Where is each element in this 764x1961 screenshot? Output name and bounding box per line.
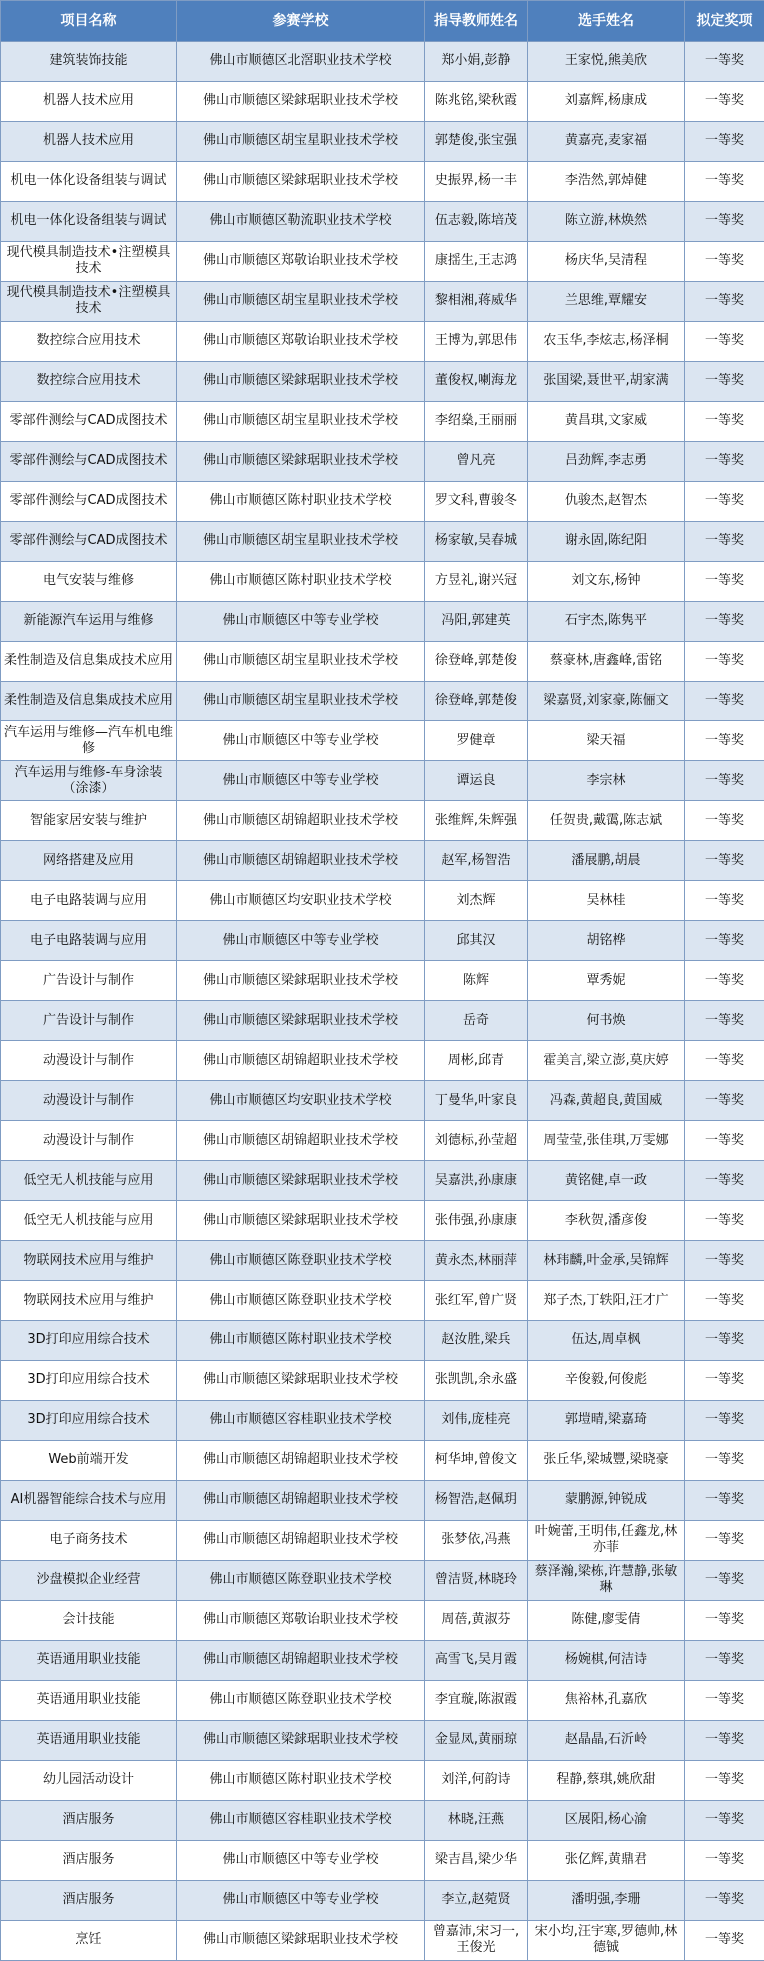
table-row [1,481,764,521]
cell-contestant: 陈健,廖雯倩 [528,1600,685,1640]
cell-award: 一等奖 [685,1800,764,1840]
cell-teacher: 方昱礼,谢兴冠 [425,561,528,601]
cell-contestant: 周莹莹,张佳琪,万雯娜 [528,1121,685,1161]
cell-contestant: 区展阳,杨心渝 [528,1800,685,1840]
cell-project: 电子电路装调与应用 [1,881,177,921]
cell-teacher: 王博为,郭思伟 [425,321,528,361]
cell-contestant: 伍达,周卓枫 [528,1321,685,1361]
cell-school: 佛山市顺德区梁銶琚职业技术学校 [177,1720,425,1760]
table-row [1,121,764,161]
cell-project: 柔性制造及信息集成技术应用 [1,681,177,721]
cell-award: 一等奖 [685,1640,764,1680]
table-row [1,441,764,481]
table-row [1,841,764,881]
cell-contestant: 冯森,黄超良,黄国威 [528,1081,685,1121]
table-row [1,1480,764,1520]
table-row [1,1520,764,1560]
cell-project: 动漫设计与制作 [1,1121,177,1161]
cell-school: 佛山市顺德区胡锦超职业技术学校 [177,1640,425,1680]
cell-award: 一等奖 [685,1520,764,1560]
cell-project: 零部件测绘与CAD成图技术 [1,441,177,481]
cell-award: 一等奖 [685,121,764,161]
cell-project: 智能家居安装与维护 [1,801,177,841]
cell-contestant: 覃秀妮 [528,961,685,1001]
cell-teacher: 康揺生,王志鸿 [425,241,528,281]
cell-award: 一等奖 [685,361,764,401]
cell-teacher: 罗健章 [425,721,528,761]
cell-contestant: 胡铭桦 [528,921,685,961]
cell-award: 一等奖 [685,81,764,121]
cell-award: 一等奖 [685,281,764,321]
cell-school: 佛山市顺德区陈登职业技术学校 [177,1680,425,1720]
table-row [1,561,764,601]
cell-school: 佛山市顺德区胡锦超职业技术学校 [177,1440,425,1480]
table-row [1,921,764,961]
cell-teacher: 岳奇 [425,1001,528,1041]
cell-teacher: 郑小娟,彭静 [425,42,528,82]
table-row [1,1041,764,1081]
cell-teacher: 刘德标,孙莹超 [425,1121,528,1161]
cell-project: 机电一体化设备组装与调试 [1,161,177,201]
cell-school: 佛山市顺德区胡锦超职业技术学校 [177,841,425,881]
cell-school: 佛山市顺德区中等专业学校 [177,721,425,761]
cell-award: 一等奖 [685,161,764,201]
table-row [1,42,764,82]
table-row [1,1920,764,1960]
cell-project: 数控综合应用技术 [1,321,177,361]
table-row [1,161,764,201]
cell-award: 一等奖 [685,321,764,361]
table-row [1,1760,764,1800]
cell-project: 零部件测绘与CAD成图技术 [1,481,177,521]
cell-contestant: 郑子杰,丁轶阳,汪才广 [528,1281,685,1321]
cell-contestant: 霍美言,梁立澎,莫庆婷 [528,1041,685,1081]
cell-school: 佛山市顺德区容桂职业技术学校 [177,1400,425,1440]
cell-project: 电子商务技术 [1,1520,177,1560]
cell-teacher: 赵军,杨智浩 [425,841,528,881]
table-row [1,961,764,1001]
table-row [1,201,764,241]
cell-school: 佛山市顺德区郑敬诒职业技术学校 [177,241,425,281]
cell-contestant: 何书焕 [528,1001,685,1041]
cell-school: 佛山市顺德区郑敬诒职业技术学校 [177,1600,425,1640]
cell-contestant: 赵晶晶,石沂岭 [528,1720,685,1760]
header-project: 项目名称 [1,1,177,42]
cell-award: 一等奖 [685,921,764,961]
cell-contestant: 杨庆华,吴清程 [528,241,685,281]
cell-award: 一等奖 [685,1440,764,1480]
cell-project: 物联网技术应用与维护 [1,1281,177,1321]
cell-school: 佛山市顺德区梁銶琚职业技术学校 [177,1001,425,1041]
cell-contestant: 辛俊毅,何俊彪 [528,1360,685,1400]
cell-award: 一等奖 [685,1880,764,1920]
table-row [1,1680,764,1720]
cell-award: 一等奖 [685,1121,764,1161]
table-row [1,1720,764,1760]
cell-contestant: 林玮麟,叶金承,吴锦辉 [528,1241,685,1281]
cell-award: 一等奖 [685,1480,764,1520]
table-row [1,1081,764,1121]
cell-contestant: 刘文东,杨钟 [528,561,685,601]
cell-school: 佛山市顺德区中等专业学校 [177,921,425,961]
cell-school: 佛山市顺德区胡宝星职业技术学校 [177,121,425,161]
table-row [1,1800,764,1840]
cell-school: 佛山市顺德区胡宝星职业技术学校 [177,281,425,321]
cell-project: 动漫设计与制作 [1,1041,177,1081]
cell-project: 机器人技术应用 [1,121,177,161]
cell-award: 一等奖 [685,961,764,1001]
cell-contestant: 王家悦,熊美欣 [528,42,685,82]
table-row [1,1560,764,1600]
cell-teacher: 张维辉,朱辉强 [425,801,528,841]
cell-award: 一等奖 [685,241,764,281]
cell-project: 零部件测绘与CAD成图技术 [1,521,177,561]
cell-school: 佛山市顺德区梁銶琚职业技术学校 [177,1201,425,1241]
table-row [1,241,764,281]
cell-contestant: 杨婉棋,何洁诗 [528,1640,685,1680]
cell-contestant: 潘展鹏,胡晨 [528,841,685,881]
cell-school: 佛山市顺德区陈村职业技术学校 [177,1321,425,1361]
cell-school: 佛山市顺德区胡宝星职业技术学校 [177,401,425,441]
cell-contestant: 张亿辉,黄鼎君 [528,1840,685,1880]
cell-award: 一等奖 [685,1920,764,1960]
cell-contestant: 吴林桂 [528,881,685,921]
cell-project: 烹饪 [1,1920,177,1960]
cell-contestant: 程静,蔡琪,姚欣甜 [528,1760,685,1800]
cell-project: 电子电路装调与应用 [1,921,177,961]
table-row [1,1281,764,1321]
cell-teacher: 董俊权,喇海龙 [425,361,528,401]
table-body [1,42,764,1961]
cell-school: 佛山市顺德区胡锦超职业技术学校 [177,1480,425,1520]
cell-project: 汽车运用与维修-车身涂装（涂漆） [1,761,177,801]
cell-school: 佛山市顺德区勒流职业技术学校 [177,201,425,241]
cell-teacher: 刘伟,庞桂亮 [425,1400,528,1440]
cell-award: 一等奖 [685,1400,764,1440]
cell-school: 佛山市顺德区陈登职业技术学校 [177,1560,425,1600]
cell-teacher: 刘洋,何韵诗 [425,1760,528,1800]
cell-school: 佛山市顺德区胡宝星职业技术学校 [177,641,425,681]
cell-school: 佛山市顺德区梁銶琚职业技术学校 [177,961,425,1001]
cell-project: 柔性制造及信息集成技术应用 [1,641,177,681]
header-school: 参赛学校 [177,1,425,42]
cell-school: 佛山市顺德区胡宝星职业技术学校 [177,681,425,721]
cell-school: 佛山市顺德区梁銶琚职业技术学校 [177,1161,425,1201]
cell-award: 一等奖 [685,521,764,561]
cell-project: 酒店服务 [1,1840,177,1880]
cell-award: 一等奖 [685,441,764,481]
cell-contestant: 梁天福 [528,721,685,761]
cell-teacher: 周蓓,黄淑芬 [425,1600,528,1640]
cell-teacher: 赵汝胜,梁兵 [425,1321,528,1361]
table-row [1,81,764,121]
cell-contestant: 黄嘉亮,麦家福 [528,121,685,161]
cell-award: 一等奖 [685,1600,764,1640]
cell-award: 一等奖 [685,1321,764,1361]
cell-award: 一等奖 [685,1760,764,1800]
cell-project: 汽车运用与维修—汽车机电维修 [1,721,177,761]
table-row [1,1121,764,1161]
cell-school: 佛山市顺德区胡锦超职业技术学校 [177,1121,425,1161]
cell-teacher: 丁曼华,叶家良 [425,1081,528,1121]
cell-award: 一等奖 [685,1360,764,1400]
table-row [1,1880,764,1920]
cell-project: 机器人技术应用 [1,81,177,121]
cell-school: 佛山市顺德区均安职业技术学校 [177,1081,425,1121]
cell-school: 佛山市顺德区北滘职业技术学校 [177,42,425,82]
cell-award: 一等奖 [685,1241,764,1281]
cell-award: 一等奖 [685,801,764,841]
table-row [1,1161,764,1201]
cell-school: 佛山市顺德区梁銶琚职业技术学校 [177,1920,425,1960]
cell-contestant: 张国梁,聂世平,胡家满 [528,361,685,401]
table-row [1,721,764,761]
cell-school: 佛山市顺德区陈村职业技术学校 [177,1760,425,1800]
cell-school: 佛山市顺德区陈登职业技术学校 [177,1241,425,1281]
cell-teacher: 黎相湘,蒋威华 [425,281,528,321]
cell-teacher: 李立,赵菀贤 [425,1880,528,1920]
cell-award: 一等奖 [685,1001,764,1041]
cell-school: 佛山市顺德区中等专业学校 [177,761,425,801]
table-row [1,881,764,921]
cell-contestant: 蒙鹏源,钟锐成 [528,1480,685,1520]
cell-teacher: 罗文科,曹骏冬 [425,481,528,521]
header-row [1,1,764,42]
cell-school: 佛山市顺德区陈村职业技术学校 [177,561,425,601]
cell-teacher: 曾洁贤,林晓玲 [425,1560,528,1600]
cell-teacher: 杨家敏,吴春城 [425,521,528,561]
cell-teacher: 梁吉昌,梁少华 [425,1840,528,1880]
cell-contestant: 潘明强,李珊 [528,1880,685,1920]
cell-contestant: 陈立游,林焕然 [528,201,685,241]
cell-project: 动漫设计与制作 [1,1081,177,1121]
cell-school: 佛山市顺德区陈村职业技术学校 [177,481,425,521]
cell-teacher: 李绍燊,王丽丽 [425,401,528,441]
cell-teacher: 曾嘉沛,宋习一,王俊光 [425,1920,528,1960]
cell-award: 一等奖 [685,761,764,801]
cell-contestant: 仇骏杰,赵智杰 [528,481,685,521]
cell-teacher: 周彬,邱青 [425,1041,528,1081]
cell-award: 一等奖 [685,881,764,921]
cell-project: 物联网技术应用与维护 [1,1241,177,1281]
table-header [1,1,764,42]
cell-award: 一等奖 [685,1081,764,1121]
cell-teacher: 高雪飞,吴月霞 [425,1640,528,1680]
cell-award: 一等奖 [685,841,764,881]
header-teacher: 指导教师姓名 [425,1,528,42]
cell-project: 3D打印应用综合技术 [1,1360,177,1400]
cell-award: 一等奖 [685,1560,764,1600]
cell-teacher: 柯华坤,曾俊文 [425,1440,528,1480]
cell-teacher: 张伟强,孙康康 [425,1201,528,1241]
cell-contestant: 刘嘉辉,杨康成 [528,81,685,121]
cell-teacher: 史振界,杨一丰 [425,161,528,201]
cell-award: 一等奖 [685,1680,764,1720]
cell-project: 3D打印应用综合技术 [1,1321,177,1361]
cell-teacher: 刘杰辉 [425,881,528,921]
cell-contestant: 兰思维,覃耀安 [528,281,685,321]
cell-award: 一等奖 [685,401,764,441]
cell-award: 一等奖 [685,1281,764,1321]
cell-school: 佛山市顺德区梁銶琚职业技术学校 [177,361,425,401]
table-row [1,681,764,721]
cell-project: 现代模具制造技术•注塑模具技术 [1,241,177,281]
cell-school: 佛山市顺德区中等专业学校 [177,1880,425,1920]
cell-contestant: 石宇杰,陈隽平 [528,601,685,641]
cell-teacher: 冯阳,郭建英 [425,601,528,641]
cell-school: 佛山市顺德区中等专业学校 [177,601,425,641]
cell-project: 建筑装饰技能 [1,42,177,82]
cell-contestant: 叶婉蕾,王明伟,任鑫龙,林亦菲 [528,1520,685,1560]
cell-school: 佛山市顺德区胡宝星职业技术学校 [177,521,425,561]
cell-school: 佛山市顺德区梁銶琚职业技术学校 [177,441,425,481]
cell-school: 佛山市顺德区梁銶琚职业技术学校 [177,81,425,121]
cell-teacher: 吴嘉洪,孙康康 [425,1161,528,1201]
cell-award: 一等奖 [685,681,764,721]
table-row [1,321,764,361]
table-row [1,601,764,641]
cell-project: 会计技能 [1,1600,177,1640]
cell-contestant: 吕劲辉,李志勇 [528,441,685,481]
header-award: 拟定奖项 [685,1,764,42]
table-row [1,1321,764,1361]
table-row [1,521,764,561]
cell-project: 英语通用职业技能 [1,1640,177,1680]
cell-contestant: 李浩然,郭焯健 [528,161,685,201]
cell-project: 现代模具制造技术•注塑模具技术 [1,281,177,321]
cell-contestant: 焦裕林,孔嘉欣 [528,1680,685,1720]
cell-contestant: 李宗林 [528,761,685,801]
cell-project: 数控综合应用技术 [1,361,177,401]
cell-project: 幼儿园活动设计 [1,1760,177,1800]
cell-contestant: 蔡豪林,唐鑫峰,雷铭 [528,641,685,681]
cell-teacher: 杨智浩,赵佩玥 [425,1480,528,1520]
cell-school: 佛山市顺德区均安职业技术学校 [177,881,425,921]
cell-contestant: 黄昌琪,文家威 [528,401,685,441]
table-row [1,361,764,401]
cell-teacher: 黄永杰,林丽萍 [425,1241,528,1281]
cell-contestant: 任贺贵,戴霭,陈志斌 [528,801,685,841]
cell-project: 零部件测绘与CAD成图技术 [1,401,177,441]
cell-project: 低空无人机技能与应用 [1,1201,177,1241]
cell-contestant: 张丘华,梁城豐,梁晓豪 [528,1440,685,1480]
cell-project: 机电一体化设备组装与调试 [1,201,177,241]
cell-project: 低空无人机技能与应用 [1,1161,177,1201]
cell-teacher: 李宜璇,陈淑霞 [425,1680,528,1720]
cell-school: 佛山市顺德区胡锦超职业技术学校 [177,1041,425,1081]
cell-project: 网络搭建及应用 [1,841,177,881]
cell-teacher: 谭运良 [425,761,528,801]
cell-award: 一等奖 [685,601,764,641]
cell-contestant: 李秋贺,潘彦俊 [528,1201,685,1241]
cell-teacher: 徐登峰,郭楚俊 [425,681,528,721]
header-contestant: 选手姓名 [528,1,685,42]
cell-project: 英语通用职业技能 [1,1680,177,1720]
cell-award: 一等奖 [685,641,764,681]
cell-teacher: 张凯凯,余永盛 [425,1360,528,1400]
cell-contestant: 谢永固,陈纪阳 [528,521,685,561]
table-row [1,401,764,441]
cell-award: 一等奖 [685,1201,764,1241]
cell-award: 一等奖 [685,481,764,521]
cell-award: 一等奖 [685,1840,764,1880]
cell-contestant: 梁嘉贤,刘家豪,陈俪文 [528,681,685,721]
cell-teacher: 张红军,曾广贤 [425,1281,528,1321]
cell-school: 佛山市顺德区容桂职业技术学校 [177,1800,425,1840]
table-row [1,1001,764,1041]
cell-teacher: 伍志毅,陈培茂 [425,201,528,241]
table-row [1,1400,764,1440]
cell-contestant: 蔡泽瀚,梁栋,许慧静,张敏琳 [528,1560,685,1600]
table-row [1,1201,764,1241]
cell-teacher: 邱其汉 [425,921,528,961]
cell-project: 3D打印应用综合技术 [1,1400,177,1440]
cell-project: 广告设计与制作 [1,961,177,1001]
cell-award: 一等奖 [685,201,764,241]
cell-project: 广告设计与制作 [1,1001,177,1041]
table-row [1,1440,764,1480]
cell-project: 沙盘模拟企业经营 [1,1560,177,1600]
cell-contestant: 宋小均,汪宇寒,罗德帅,林德铖 [528,1920,685,1960]
cell-school: 佛山市顺德区郑敬诒职业技术学校 [177,321,425,361]
cell-project: 英语通用职业技能 [1,1720,177,1760]
cell-teacher: 张梦依,冯燕 [425,1520,528,1560]
cell-teacher: 金显凤,黄丽琼 [425,1720,528,1760]
cell-project: 酒店服务 [1,1800,177,1840]
cell-teacher: 曾凡亮 [425,441,528,481]
cell-award: 一等奖 [685,1161,764,1201]
table-row [1,761,764,801]
cell-school: 佛山市顺德区梁銶琚职业技术学校 [177,161,425,201]
cell-teacher: 徐登峰,郭楚俊 [425,641,528,681]
cell-award: 一等奖 [685,561,764,601]
cell-teacher: 陈兆铭,梁秋霞 [425,81,528,121]
cell-teacher: 林晓,汪燕 [425,1800,528,1840]
cell-school: 佛山市顺德区陈登职业技术学校 [177,1281,425,1321]
cell-school: 佛山市顺德区胡锦超职业技术学校 [177,801,425,841]
cell-project: 新能源汽车运用与维修 [1,601,177,641]
table-row [1,1241,764,1281]
cell-teacher: 陈辉 [425,961,528,1001]
cell-teacher: 郭楚俊,张宝强 [425,121,528,161]
cell-project: Web前端开发 [1,1440,177,1480]
table-row [1,281,764,321]
cell-contestant: 郭塏晴,梁嘉琦 [528,1400,685,1440]
cell-award: 一等奖 [685,1720,764,1760]
cell-contestant: 农玉华,李炫志,杨泽桐 [528,321,685,361]
cell-project: 电气安装与维修 [1,561,177,601]
cell-award: 一等奖 [685,721,764,761]
table-row [1,801,764,841]
cell-award: 一等奖 [685,1041,764,1081]
cell-school: 佛山市顺德区梁銶琚职业技术学校 [177,1360,425,1400]
cell-school: 佛山市顺德区胡锦超职业技术学校 [177,1520,425,1560]
table-row [1,1840,764,1880]
table-row [1,641,764,681]
cell-contestant: 黄铭健,卓一政 [528,1161,685,1201]
cell-award: 一等奖 [685,42,764,82]
table-row [1,1600,764,1640]
cell-project: 酒店服务 [1,1880,177,1920]
table-row [1,1360,764,1400]
cell-project: AI机器智能综合技术与应用 [1,1480,177,1520]
cell-school: 佛山市顺德区中等专业学校 [177,1840,425,1880]
table-row [1,1640,764,1680]
